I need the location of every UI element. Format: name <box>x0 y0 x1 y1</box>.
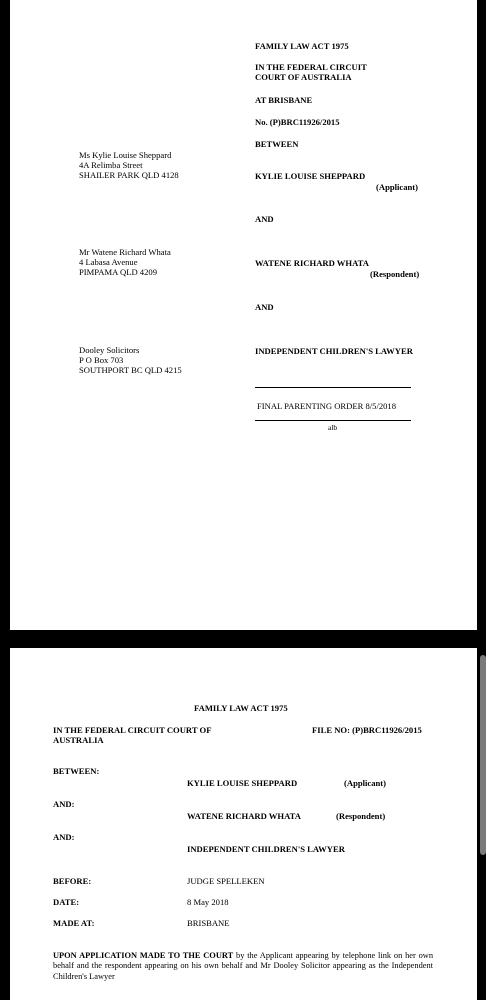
applicant-name: KYLIE LOUISE SHEPPARD <box>255 171 366 181</box>
applicant-address-line: Ms Kylie Louise Sheppard <box>79 150 172 160</box>
upon-application-paragraph <box>53 951 433 982</box>
file-number: No. (P)BRC11926/2015 <box>255 117 340 127</box>
judge-name: JUDGE SPELLEKEN <box>187 876 265 886</box>
applicant-address-line: 4A Relimba Street <box>79 160 143 170</box>
respondent-role: (Respondent) <box>336 811 386 821</box>
respondent-name: WATENE RICHARD WHATA <box>187 811 301 821</box>
court-name-line2: COURT OF AUSTRALIA <box>255 72 352 82</box>
divider-bottom <box>255 420 411 421</box>
order-date: 8 May 2018 <box>187 897 229 907</box>
and-label: AND <box>255 302 274 312</box>
respondent-address-line: 4 Labasa Avenue <box>79 257 138 267</box>
author-initials: alb <box>328 423 338 432</box>
date-label: DATE: <box>53 897 80 907</box>
and-label: AND <box>255 214 274 224</box>
act-heading: FAMILY LAW ACT 1975 <box>194 703 288 713</box>
court-name-line2: AUSTRALIA <box>53 735 104 745</box>
applicant-role: (Applicant) <box>344 778 387 788</box>
scrollbar-thumb[interactable] <box>480 655 486 855</box>
upon-application-text: by the Applicant appearing by telephone link on her own behalf and the respondent appearing on his own behalf and Mr Dooley Solicitor appearing as the Independent Children's Lawyer <box>53 951 434 981</box>
divider-top <box>255 387 411 388</box>
between-label: BETWEEN <box>255 139 299 149</box>
icl-address-line: P O Box 703 <box>79 355 124 365</box>
made-at-location: BRISBANE <box>187 918 230 928</box>
document-page-order <box>10 648 477 1000</box>
registry: AT BRISBANE <box>255 95 313 105</box>
between-label: BETWEEN: <box>53 766 100 776</box>
made-at-label: MADE AT: <box>53 918 95 928</box>
file-number: FILE NO: (P)BRC11926/2015 <box>312 725 422 735</box>
respondent-address-line: PIMPAMA QLD 4209 <box>79 267 157 277</box>
court-name-line1: IN THE FEDERAL CIRCUIT <box>255 62 367 72</box>
and-label: AND: <box>53 799 75 809</box>
respondent-address-line: Mr Watene Richard Whata <box>79 247 171 257</box>
applicant-role: (Applicant) <box>376 182 419 192</box>
act-heading: FAMILY LAW ACT 1975 <box>255 41 349 51</box>
applicant-name: KYLIE LOUISE SHEPPARD <box>187 778 298 788</box>
icl-address-line: SOUTHPORT BC QLD 4215 <box>79 365 182 375</box>
court-name-line1: IN THE FEDERAL CIRCUIT COURT OF <box>53 725 212 735</box>
respondent-name: WATENE RICHARD WHATA <box>255 258 369 268</box>
upon-application-lead: UPON APPLICATION MADE TO THE COURT <box>53 951 234 960</box>
icl-name: INDEPENDENT CHILDREN'S LAWYER <box>255 346 413 356</box>
document-page-cover <box>10 0 477 630</box>
document-title: FINAL PARENTING ORDER 8/5/2018 <box>257 401 397 411</box>
before-label: BEFORE: <box>53 876 92 886</box>
icl-name: INDEPENDENT CHILDREN'S LAWYER <box>187 844 345 854</box>
icl-address-line: Dooley Solicitors <box>79 345 140 355</box>
and-label: AND: <box>53 832 75 842</box>
applicant-address-line: SHAILER PARK QLD 4128 <box>79 170 179 180</box>
respondent-role: (Respondent) <box>370 269 420 279</box>
